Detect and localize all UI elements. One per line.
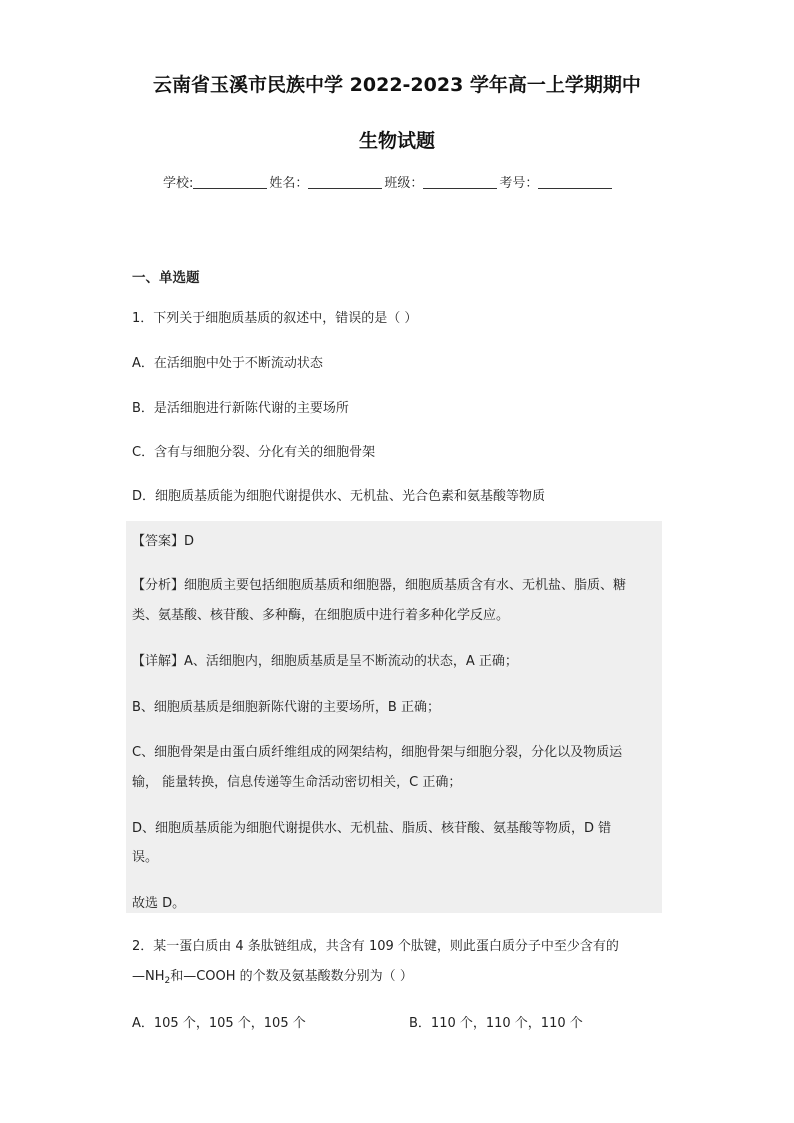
q1-detail-line4: 输， 能量转换，信息传递等生命活动密切相关，C 正确； [132, 775, 462, 790]
q1-analysis-line2: 类、氨基酸、核苷酸、多种酶，在细胞质中进行着多种化学反应。 [132, 608, 510, 623]
exam-title: 云南省玉溪市民族中学 2022-2023 学年高一上学期期中 [153, 74, 641, 96]
q1-detail-line3: C、细胞骨架是由蛋白质纤维组成的网架结构，细胞骨架与细胞分裂，分化以及物质运 [132, 745, 623, 760]
q2-nh-subscript: 2 [164, 976, 171, 986]
id-blank [538, 174, 612, 189]
class-label: 班级： [384, 176, 424, 191]
section-heading: 一、单选题 [132, 270, 200, 286]
q1-option-d: D．细胞质基质能为细胞代谢提供水、无机盐、光合色素和氨基酸等物质 [132, 489, 546, 504]
exam-subtitle: 生物试题 [358, 130, 435, 152]
q1-detail-line6: 误。 [132, 850, 159, 865]
q2-stem-line1: 2．某一蛋白质由 4 条肽链组成，共含有 109 个肽键，则此蛋白质分子中至少含有的 [132, 939, 619, 954]
id-label: 考号： [499, 176, 539, 191]
q1-conclusion: 故选 D。 [132, 896, 186, 911]
q1-answer: 【答案】D [132, 534, 195, 549]
q1-option-c: C．含有与细胞分裂、分化有关的细胞骨架 [132, 445, 376, 460]
q2-stem-line2 [132, 965, 413, 986]
q1-detail-line2: B、细胞质基质是细胞新陈代谢的主要场所，B 正确； [132, 700, 440, 715]
class-blank [423, 174, 497, 189]
q1-option-b: B．是活细胞进行新陈代谢的主要场所 [132, 401, 349, 416]
school-blank [193, 174, 267, 189]
q1-analysis-line1: 【分析】细胞质主要包括细胞质基质和细胞器，细胞质基质含有水、无机盐、脂质、糖 [132, 578, 627, 593]
q2-nh-text: —NH [132, 969, 165, 984]
q2-option-a: A．105 个，105 个，105 个 [132, 1016, 306, 1031]
name-label: 姓名： [269, 176, 309, 191]
q1-option-a: A．在活细胞中处于不断流动状态 [132, 356, 323, 371]
q1-detail-line5: D、细胞质基质能为细胞代谢提供水、无机盐、脂质、核苷酸、氨基酸等物质，D 错 [132, 821, 612, 836]
q1-detail-line1: 【详解】A、活细胞内，细胞质基质是呈不断流动的状态，A 正确； [132, 654, 518, 669]
q2-stem-rest: 和—COOH 的个数及氨基酸数分别为（ ） [170, 969, 413, 984]
q1-stem: 1．下列关于细胞质基质的叙述中，错误的是（ ） [132, 311, 418, 326]
q2-option-b: B．110 个，110 个，110 个 [409, 1016, 583, 1031]
student-info-row [163, 172, 612, 191]
school-label: 学校: [163, 176, 194, 191]
name-blank [308, 174, 382, 189]
